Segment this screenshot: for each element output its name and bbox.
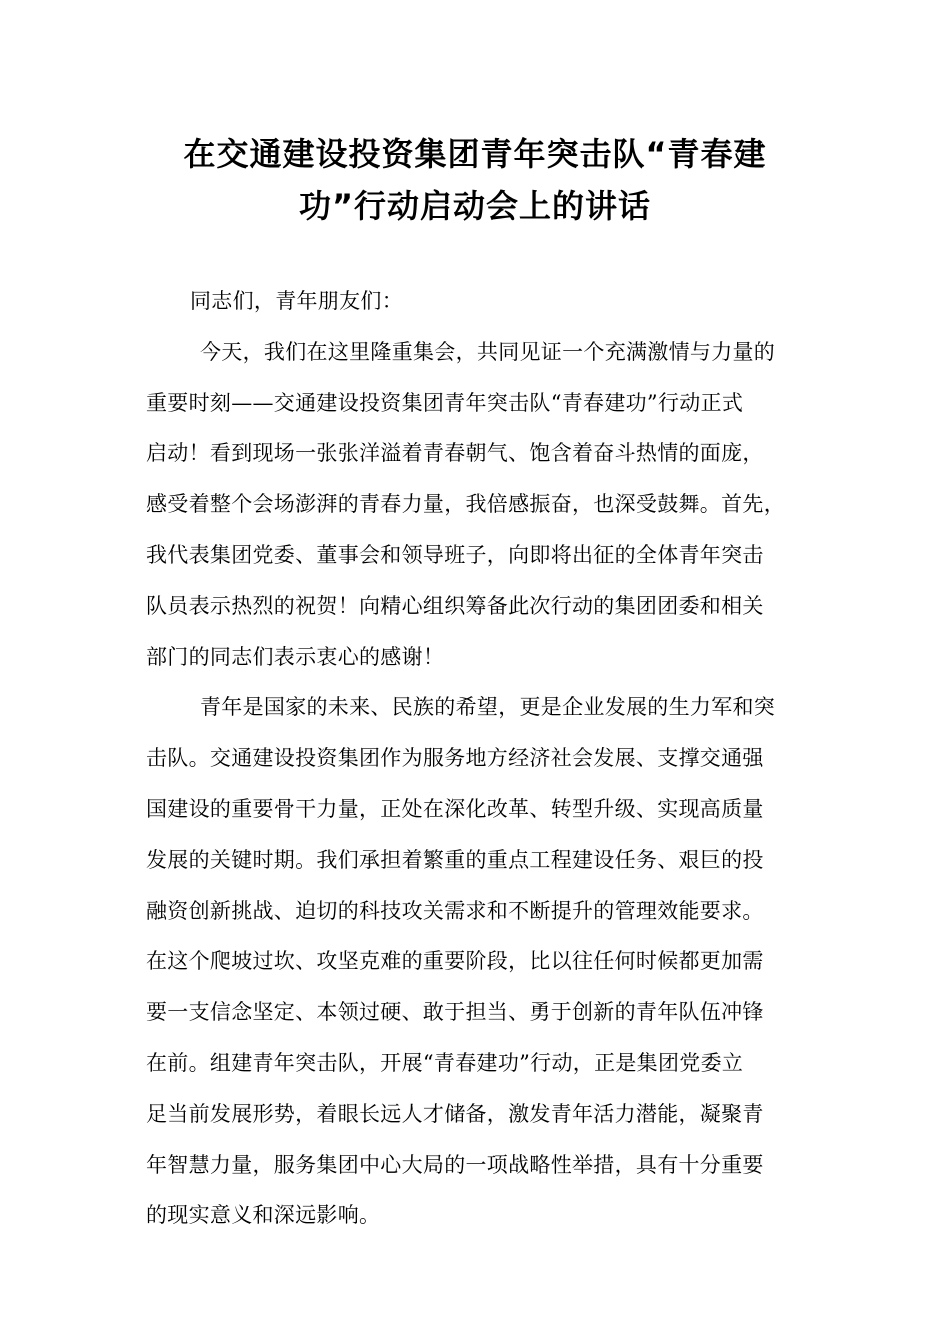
paragraph-line: 融资创新挑战、迫切的科技攻关需求和不断提升的管理效能要求。 (146, 898, 764, 923)
greeting: 同志们，青年朋友们： (190, 289, 403, 313)
paragraph-line: 在这个爬坡过坎、攻坚克难的重要阶段，比以往任何时候都更加需 (146, 949, 764, 974)
speech-body (146, 276, 826, 1241)
paragraph-line: 发展的关键时期。我们承担着繁重的重点工程建设任务、艰巨的投 (146, 847, 764, 872)
paragraph-line: 重要时刻——交通建设投资集团青年突击队“青春建功”行动正式 (146, 390, 744, 415)
paragraph-line: 在前。组建青年突击队，开展“青春建功”行动，正是集团党委立 (146, 1050, 744, 1075)
paragraph-2 (146, 682, 826, 1241)
paragraph-line: 要一支信念坚定、本领过硬、敢于担当、勇于创新的青年队伍冲锋 (146, 1000, 764, 1025)
title-line-1: 在交通建设投资集团青年突击队“青春建 (183, 135, 767, 173)
title-line-2: 功”行动启动会上的讲话 (298, 187, 652, 225)
paragraph-line: 击队。交通建设投资集团作为服务地方经济社会发展、支撑交通强 (146, 746, 764, 771)
paragraph-line: 国建设的重要骨干力量，正处在深化改革、转型升级、实现高质量 (146, 796, 764, 821)
paragraph-line: 年智慧力量，服务集团中心大局的一项战略性举措，具有十分重要 (146, 1152, 764, 1177)
paragraph-line: 足当前发展形势，着眼长远人才储备，激发青年活力潜能，凝聚青 (146, 1101, 764, 1126)
paragraph-line: 今天，我们在这里隆重集会，共同见证一个充满激情与力量的 (200, 339, 776, 364)
paragraph-line: 的现实意义和深远影响。 (146, 1203, 381, 1228)
paragraph-1 (146, 327, 826, 683)
paragraph-line: 感受着整个会场澎湃的青春力量，我倍感振奋，也深受鼓舞。首先， (146, 492, 785, 517)
paragraph-line: 青年是国家的未来、民族的希望，更是企业发展的生力军和突 (200, 695, 776, 720)
paragraph-line: 队员表示热烈的祝贺！向精心组织筹备此次行动的集团团委和相关 (146, 593, 764, 618)
paragraph-line: 启动！看到现场一张张洋溢着青春朝气、饱含着奋斗热情的面庞， (146, 441, 764, 466)
speech-title (130, 128, 820, 232)
paragraph-line: 我代表集团党委、董事会和领导班子，向即将出征的全体青年突击 (146, 542, 764, 567)
paragraph-line: 部门的同志们表示衷心的感谢！ (146, 644, 445, 669)
